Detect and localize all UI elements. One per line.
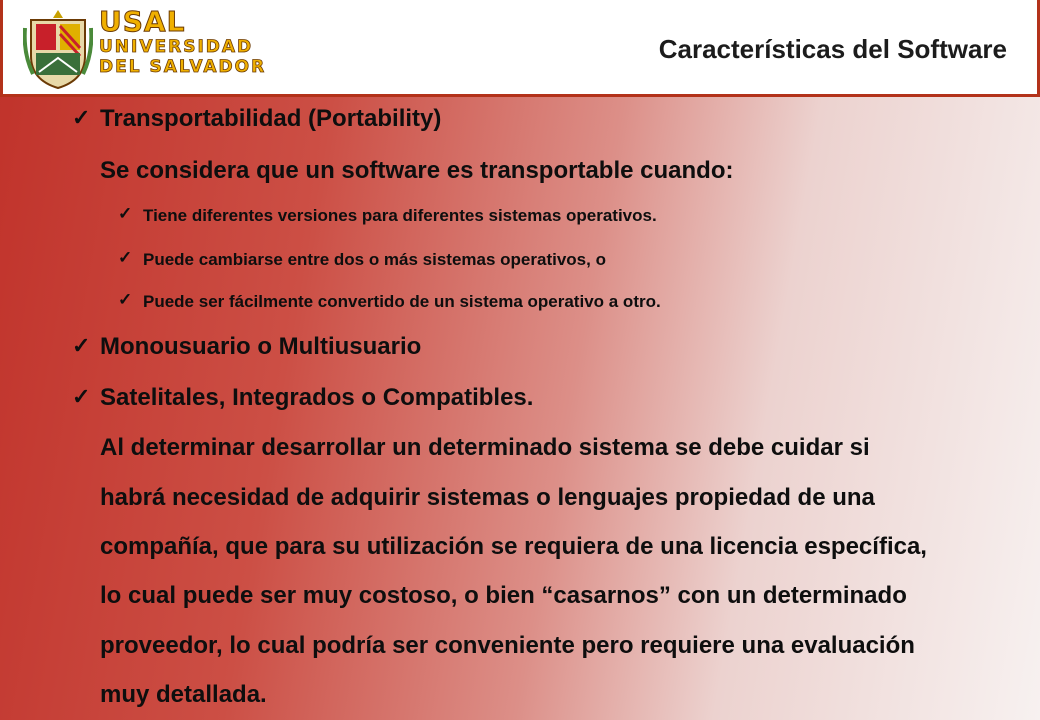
portability-intro: Se considera que un software es transportable cuando: (100, 157, 734, 184)
checkmark-icon: ✓ (72, 384, 91, 409)
bullet-portability: Transportabilidad (Portability) (100, 105, 442, 132)
logo-abbr: USAL (99, 5, 186, 38)
sub-bullet-2: Puede cambiarse entre dos o más sistemas operativos, o (143, 250, 606, 269)
paragraph-line-6: muy detallada. (100, 681, 267, 708)
bullet-satellites: Satelitales, Integrados o Compatibles. (100, 384, 534, 411)
sub-bullet-3: Puede ser fácilmente convertido de un sistema operativo a otro. (143, 292, 661, 311)
university-crest-icon (23, 8, 93, 90)
university-logo-text (99, 5, 267, 77)
checkmark-icon: ✓ (118, 204, 133, 223)
checkmark-icon: ✓ (72, 105, 91, 130)
checkmark-icon: ✓ (118, 248, 133, 267)
paragraph-line-2: habrá necesidad de adquirir sistemas o lenguajes propiedad de una (100, 484, 875, 511)
checkmark-icon: ✓ (118, 290, 133, 309)
logo-line2: DEL SALVADOR (99, 57, 267, 77)
slide-title: Características del Software (658, 34, 1007, 64)
paragraph-line-4: lo cual puede ser muy costoso, o bien “casarnos” con un determinado (100, 582, 907, 609)
paragraph-line-1: Al determinar desarrollar un determinado sistema se debe cuidar si (100, 434, 870, 461)
slide-header (0, 0, 1040, 97)
bullet-mono-multi: Monousuario o Multiusuario (100, 333, 422, 360)
logo-line1: UNIVERSIDAD (99, 37, 254, 57)
sub-bullet-1: Tiene diferentes versiones para diferentes sistemas operativos. (143, 206, 657, 225)
paragraph-line-5: proveedor, lo cual podría ser conveniente pero requiere una evaluación (100, 632, 915, 659)
checkmark-icon: ✓ (72, 333, 91, 358)
paragraph-line-3: compañía, que para su utilización se requiera de una licencia específica, (100, 533, 927, 560)
